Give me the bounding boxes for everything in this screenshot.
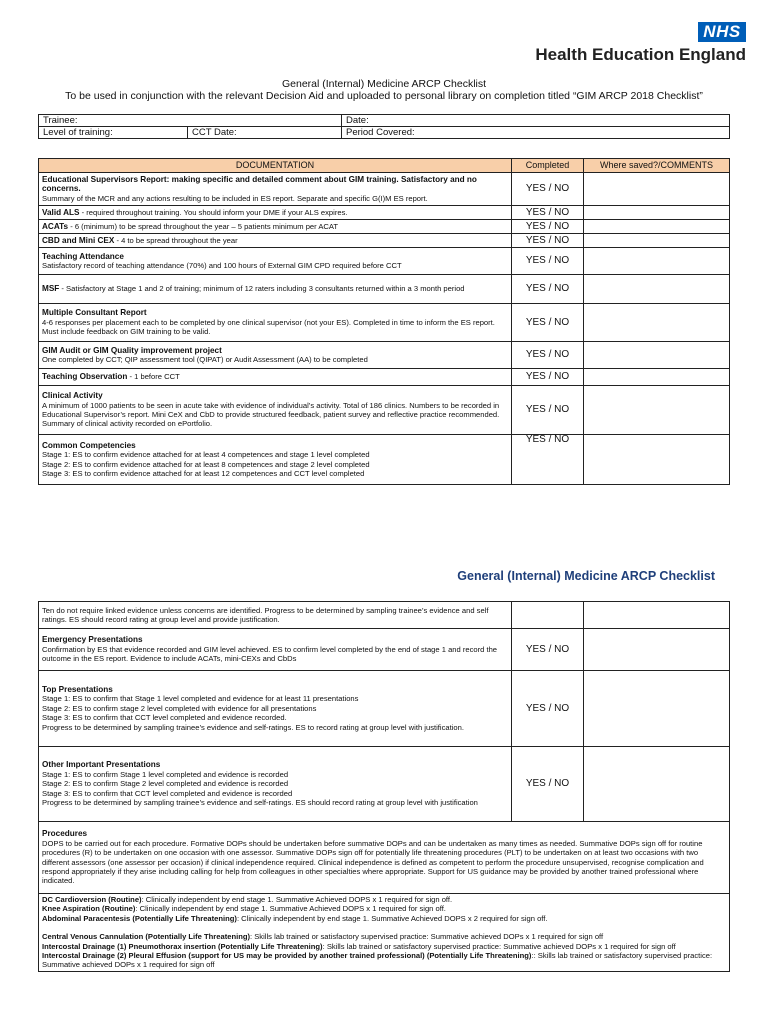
completed-cell[interactable]: YES / NO xyxy=(512,173,584,206)
comments-cell[interactable] xyxy=(584,275,730,304)
table-row xyxy=(39,206,730,220)
item-description: Clinical Activity A minimum of 1000 patients to be seen in acute take with evidence of individual’s activity. Total of 186 clinics. Numbers to be recorded in Educational Supervisor’s report. Mini CeX and CbD to provide structured feedback, patient survey and reflective practice recommended. Summary of clinical activity recorded on ePortfolio. xyxy=(39,386,512,435)
completed-cell[interactable]: YES / NO xyxy=(512,248,584,275)
completed-header: Completed xyxy=(512,159,584,173)
item-description: Valid ALS - required throughout training. You should inform your DME if your ALS expires. xyxy=(39,206,512,220)
item-description: Ten do not require linked evidence unless concerns are identified. Progress to be determined by sampling trainee’s evidence and self ratings. ES should record rating at group level and provide justification. xyxy=(39,602,512,629)
item-description: Teaching Observation - 1 before CCT xyxy=(39,369,512,386)
completed-cell[interactable]: YES / NO xyxy=(512,369,584,386)
document-title: General (Internal) Medicine ARCP Checklist xyxy=(281,78,487,90)
procedure-list xyxy=(39,894,730,972)
item-description: Multiple Consultant Report 4-6 responses per placement each to be completed by one clinical supervisor (not your ES). Completed in time to inform the ES report. Must include feedback on GIM training to be valid. xyxy=(39,304,512,342)
table-row xyxy=(39,671,730,747)
item-description: ACATs - 6 (minimum) to be spread throughout the year – 5 patients minimum per ACAT xyxy=(39,220,512,234)
comments-cell[interactable] xyxy=(584,671,730,747)
comments-cell[interactable] xyxy=(584,173,730,206)
org-name: Health Education England xyxy=(535,45,746,64)
documentation-header: DOCUMENTATION xyxy=(39,159,512,173)
table-row xyxy=(39,822,730,894)
comments-cell[interactable] xyxy=(584,234,730,248)
comments-cell[interactable] xyxy=(584,386,730,435)
table-row xyxy=(39,342,730,369)
comments-cell[interactable] xyxy=(584,629,730,671)
item-description: Other Important Presentations Stage 1: ES to confirm Stage 1 level completed and evidence is recorded Stage 2: ES to confirm Stage 2 level completed and evidence is recorded Stage 3: ES to confirm that CCT level completed and evidence is recorded Progress to be determined by sampling trainee’s evidence and self-ratings. ES should record rating at group level with justification xyxy=(39,747,512,822)
document-subtitle: To be used in conjunction with the relevant Decision Aid and uploaded to personal library on completion titled “GIM ARCP 2018 Checklist” xyxy=(65,90,703,102)
item-description: Educational Supervisors Report: making specific and detailed comment about GIM training. Satisfactory and no concerns. Summary of the MCR and any actions resulting to be included in ES report. Separate and specific G(I)M ES report. xyxy=(39,173,512,206)
completed-cell[interactable]: YES / NO xyxy=(512,220,584,234)
date-field[interactable]: Date: xyxy=(342,115,730,127)
trainee-info-table xyxy=(38,114,730,139)
table-row xyxy=(39,304,730,342)
item-description: Top Presentations Stage 1: ES to confirm that Stage 1 level completed and evidence for at least 11 presentations Stage 2: ES to confirm stage 2 level completed with evidence for all presentations Stage 3: ES to confirm that CCT level completed and evidence recorded. Progress to be determined by sampling trainee’s evidence and self-ratings. ES to record rating at group level with justification. xyxy=(39,671,512,747)
documentation-checklist xyxy=(38,158,730,485)
completed-cell[interactable] xyxy=(512,602,584,629)
completed-cell[interactable]: YES / NO xyxy=(512,671,584,747)
item-description: Emergency Presentations Confirmation by ES that evidence recorded and GIM level achieved. ES to confirm level completed by the end of stage 1 and record the outcome in the ES report. Evidence to include ACATs, mini-CEXs and CbDs xyxy=(39,629,512,671)
procedure-item: Knee Aspiration (Routine): Clinically independent by end stage 1. Summative Achieved DOPS x 1 required for sign off. xyxy=(42,904,446,914)
table-row xyxy=(39,747,730,822)
completed-cell[interactable]: YES / NO xyxy=(512,435,584,485)
table-row xyxy=(39,234,730,248)
cct-date-field[interactable]: CCT Date: xyxy=(188,127,342,139)
table-row xyxy=(39,275,730,304)
comments-cell[interactable] xyxy=(584,248,730,275)
completed-cell[interactable]: YES / NO xyxy=(512,747,584,822)
comments-header: Where saved?/COMMENTS xyxy=(584,159,730,173)
completed-cell[interactable]: YES / NO xyxy=(512,342,584,369)
completed-cell[interactable]: YES / NO xyxy=(512,234,584,248)
comments-cell[interactable] xyxy=(584,747,730,822)
item-description: Common Competencies Stage 1: ES to confirm evidence attached for at least 4 competences and stage 1 level completed Stage 2: ES to confirm evidence attached for at least 8 competences and stage 2 level completed Stage 3: ES to confirm evidence attached for at least 12 competences and CCT level completed xyxy=(39,435,512,485)
item-description: CBD and Mini CEX - 4 to be spread throughout the year xyxy=(39,234,512,248)
completed-cell[interactable]: YES / NO xyxy=(512,386,584,435)
comments-cell[interactable] xyxy=(584,435,730,485)
table-row xyxy=(39,369,730,386)
table-row xyxy=(39,248,730,275)
procedure-item: Intercostal Drainage (2) Pleural Effusion (support for US may be provided by another trained professional) (Potentially Life Threatening):: Skills lab trained or satisfactory supervised practice: Summative achieved DOPs x 1 required for sign off xyxy=(42,951,713,970)
table-row xyxy=(39,629,730,671)
item-description: GIM Audit or GIM Quality improvement project One completed by CCT; QIP assessment tool (QIPAT) or Audit Assessment (AA) to be completed xyxy=(39,342,512,369)
table-row xyxy=(39,220,730,234)
table-row xyxy=(39,173,730,206)
procedure-item: DC Cardioversion (Routine): Clinically independent by end stage 1. Summative Achieved DOPS x 1 required for sign off. xyxy=(42,895,453,904)
level-field[interactable]: Level of training: xyxy=(39,127,188,139)
completed-cell[interactable]: YES / NO xyxy=(512,304,584,342)
period-field[interactable]: Period Covered: xyxy=(342,127,730,139)
procedures-description: Procedures DOPS to be carried out for each procedure. Formative DOPs should be undertaken before summative DOPs and can be undertaken as many times as needed. Summative DOPs sign off for routine procedures (R) to be undertaken on one occasion with one assessor. Summative DOPs sign off for potentially life threatening procedures (PLT) to be undertaken on at least two occasions with two different assessors (one assessor per occasion) if clinical independence required. Clinical independence is defined as competent to perform the procedure unsupervised, recognise complication and respond appropriately if they arise including calling for help from colleagues in other specialties where appropriate. Support for US guidance may be provided by another trained professional where indicated. xyxy=(39,822,730,894)
comments-cell[interactable] xyxy=(584,206,730,220)
nhs-logo: NHS xyxy=(698,22,746,42)
completed-cell[interactable]: YES / NO xyxy=(512,275,584,304)
checklist-header-row xyxy=(39,159,730,173)
table-row xyxy=(39,435,730,485)
trainee-field[interactable]: Trainee: xyxy=(39,115,342,127)
comments-cell[interactable] xyxy=(584,369,730,386)
presentations-checklist xyxy=(38,601,730,972)
comments-cell[interactable] xyxy=(584,304,730,342)
table-row xyxy=(39,602,730,629)
procedure-item: Central Venous Cannulation (Potentially Life Threatening): Skills lab trained or satisfactory supervised practice: Summative achieved DOPs x 1 required for sign off xyxy=(42,932,604,942)
table-row xyxy=(39,386,730,435)
procedure-item: Intercostal Drainage (1) Pneumothorax insertion (Potentially Life Threatening): Skills lab trained or satisfactory supervised practice: Summative achieved DOPs x 1 required for sign off xyxy=(42,941,676,951)
item-description: Teaching Attendance Satisfactory record of teaching attendance (70%) and 100 hours of External GIM CPD required before CCT xyxy=(39,248,512,275)
page-two-title: General (Internal) Medicine ARCP Checklist xyxy=(457,569,715,583)
item-description: MSF - Satisfactory at Stage 1 and 2 of training; minimum of 12 raters including 3 consultants returned within a 3 month period xyxy=(39,275,512,304)
procedure-item: Abdominal Paracentesis (Potentially Life Threatening): Clinically independent by end stage 1. Summative Achieved DOPS x 2 required for sign off. xyxy=(42,913,548,923)
comments-cell[interactable] xyxy=(584,220,730,234)
table-row xyxy=(39,894,730,972)
comments-cell[interactable] xyxy=(584,602,730,629)
completed-cell[interactable]: YES / NO xyxy=(512,629,584,671)
comments-cell[interactable] xyxy=(584,342,730,369)
completed-cell[interactable]: YES / NO xyxy=(512,206,584,220)
